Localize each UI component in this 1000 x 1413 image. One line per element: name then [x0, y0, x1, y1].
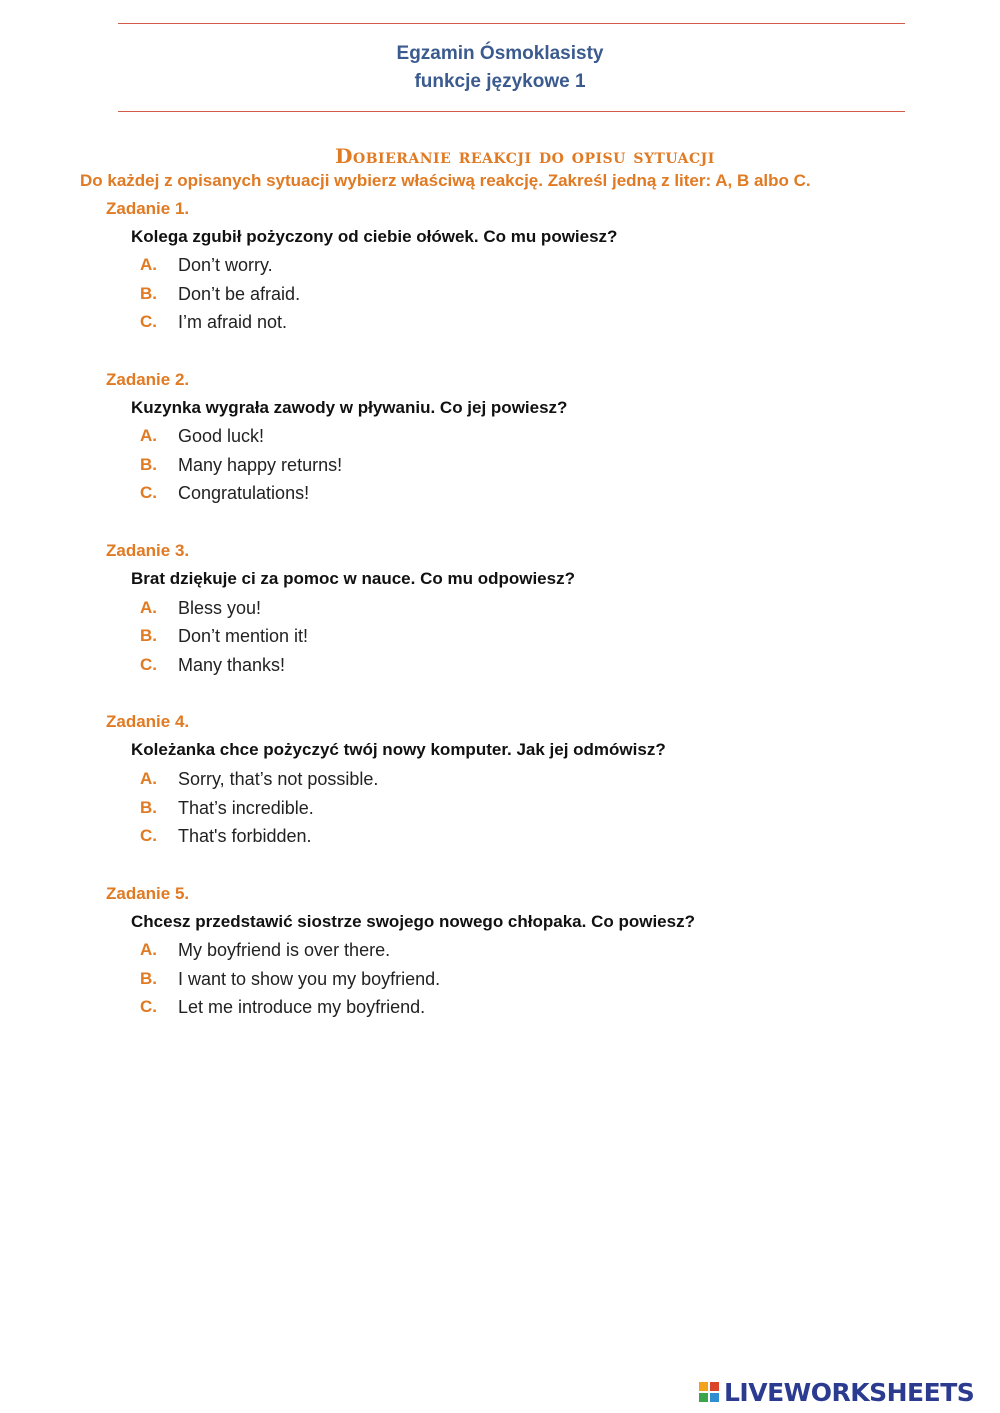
option-text[interactable]: Don’t be afraid.	[178, 284, 301, 304]
option-letter[interactable]: C.	[140, 997, 157, 1016]
option-letter[interactable]: A.	[140, 426, 157, 445]
option-text[interactable]: My boyfriend is over there.	[178, 940, 391, 960]
task-label: Zadanie 4.	[106, 712, 190, 731]
option-letter[interactable]: B.	[140, 969, 157, 988]
option-text[interactable]: Good luck!	[178, 426, 265, 446]
option-text[interactable]: Let me introduce my boyfriend.	[178, 997, 426, 1017]
option-letter[interactable]: A.	[140, 598, 157, 617]
header-subtitle: funkcje językowe 1	[414, 71, 586, 92]
option-text[interactable]: Many thanks!	[178, 655, 286, 675]
section-title: Dobieranie reakcji do opisu sytuacji	[335, 144, 715, 168]
option-text[interactable]: Sorry, that’s not possible.	[178, 769, 379, 789]
header-bottom-rule	[118, 111, 905, 112]
option-text[interactable]: I want to show you my boyfriend.	[178, 969, 441, 989]
option-letter[interactable]: C.	[140, 655, 157, 674]
instruction-text: Do każdej z opisanych sytuacji wybierz właściwą reakcję. Zakreśl jedną z liter: A, B albo C.	[80, 171, 811, 190]
task-question: Kolega zgubił pożyczony od ciebie ołówek. Co mu powiesz?	[131, 227, 618, 246]
option-letter[interactable]: A.	[140, 255, 157, 274]
option-letter[interactable]: A.	[140, 940, 157, 959]
task-question: Kuzynka wygrała zawody w pływaniu. Co jej powiesz?	[131, 398, 568, 417]
option-text[interactable]: Bless you!	[178, 598, 262, 618]
option-text[interactable]: Congratulations!	[178, 483, 310, 503]
option-letter[interactable]: C.	[140, 483, 157, 502]
option-text[interactable]: I’m afraid not.	[178, 312, 288, 332]
logo-square-icon	[709, 1392, 720, 1403]
header-top-rule	[118, 23, 905, 24]
option-letter[interactable]: C.	[140, 826, 157, 845]
option-letter[interactable]: B.	[140, 284, 157, 303]
logo-square-icon	[709, 1381, 720, 1392]
option-letter[interactable]: B.	[140, 455, 157, 474]
document-header	[0, 40, 1000, 96]
option-text[interactable]: Don’t worry.	[178, 255, 273, 275]
option-text[interactable]: That’s incredible.	[178, 798, 314, 818]
logo-square-icon	[698, 1381, 709, 1392]
task-question: Brat dziękuje ci za pomoc w nauce. Co mu odpowiesz?	[131, 569, 575, 588]
task-label: Zadanie 3.	[106, 541, 190, 560]
logo-text: LIVEWORKSHEETS	[724, 1378, 975, 1407]
option-letter[interactable]: B.	[140, 626, 157, 645]
task-question: Chcesz przedstawić siostrze swojego nowego chłopaka. Co powiesz?	[131, 912, 695, 931]
logo-square-icon	[698, 1392, 709, 1403]
option-letter[interactable]: B.	[140, 798, 157, 817]
option-text[interactable]: That's forbidden.	[178, 826, 312, 846]
task-label: Zadanie 2.	[106, 370, 190, 389]
option-text[interactable]: Don’t mention it!	[178, 626, 309, 646]
liveworksheets-logo-icon	[698, 1381, 720, 1403]
liveworksheets-logo[interactable]	[698, 1378, 998, 1408]
option-text[interactable]: Many happy returns!	[178, 455, 343, 475]
task-question: Koleżanka chce pożyczyć twój nowy komputer. Jak jej odmówisz?	[131, 740, 666, 759]
option-letter[interactable]: C.	[140, 312, 157, 331]
option-letter[interactable]: A.	[140, 769, 157, 788]
task-label: Zadanie 1.	[106, 199, 190, 218]
task-label: Zadanie 5.	[106, 884, 190, 903]
header-title: Egzamin Ósmoklasisty	[396, 43, 604, 64]
